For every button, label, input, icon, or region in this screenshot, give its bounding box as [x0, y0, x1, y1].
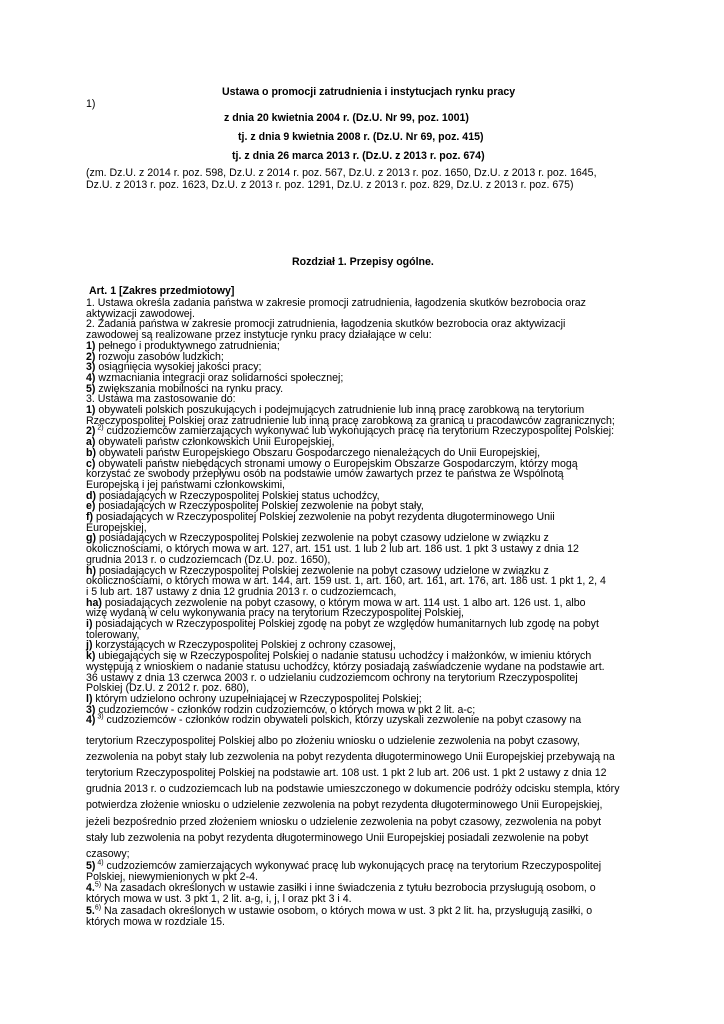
line-text: jeżeli bezpośrednio przed złożeniem wniosku o udzielenie zezwolenia na pobyt czasowy, zezwolenia na pobyt — [86, 815, 602, 828]
line-text: posiadających w Rzeczypospolitej Polskiej zezwolenie na pobyt czasowy udzielone w związku z — [96, 532, 549, 545]
item-number: f) — [86, 511, 94, 523]
item-number: 3) — [86, 703, 96, 716]
line-text: ubiegających się w Rzeczypospolitej Polskiej o nadanie statusu uchodźcy i małżonków, w imieniu których — [95, 650, 592, 663]
line-text: którym udzielono ochrony uzupełniającej w Rzeczypospolitej Polskiej; — [92, 692, 422, 705]
line-text: i 5 lub art. 187 ustawy z dnia 12 grudnia 2013 r. o cudzoziemcach, — [86, 585, 397, 598]
line-text: Europejskiej, — [86, 521, 147, 534]
item-number: 1) — [86, 404, 96, 416]
line-text: cudzoziemców - członków rodzin cudzoziemców, o których mowa w pkt 2 lit. a-c; — [95, 703, 476, 716]
item-number: h) — [86, 564, 96, 577]
item-number: l) — [86, 692, 93, 705]
chapter-title: Rozdział 1. Przepisy ogólne. — [292, 256, 434, 268]
item-number: e) — [86, 500, 96, 513]
line-text: posiadających zezwolenie na pobyt czasowy, o którym mowa w art. 114 ust. 1 albo art. 126 ust. 1, albo — [101, 596, 586, 609]
body-tail-line-4 — [86, 905, 592, 917]
line-text: okolicznościami, o których mowa w art. 144, art. 159 ust. 1, art. 160, art. 161, art. 176, art. 186 ust. 1 pkt 1, 2, 4 — [86, 575, 606, 588]
line-text: grudnia 2013 r. o cudzoziemcach (Dz.U. poz. 1650), — [86, 553, 331, 566]
item-number: 2) — [86, 350, 96, 363]
footnote-ref: 5) — [94, 881, 102, 889]
line-text: okolicznościami, o których mowa w art. 127, art. 151 ust. 1 lub 2 lub art. 186 ust. 1 pkt 3 ustawy z dnia 12 — [86, 543, 579, 556]
line-text: których mowa w rozdziale 15. — [86, 915, 225, 928]
line-text: Na zasadach określonych w ustawie zasiłki i inne świadczenia z tytułu bezrobocia przysługują osobom, o — [101, 882, 596, 895]
item-number: 3) — [86, 361, 96, 374]
body-spaced-line-5 — [86, 816, 601, 828]
line-text: obywateli państw członkowskich Unii Europejskiej, — [95, 436, 335, 449]
body-spaced-line-4 — [86, 799, 602, 811]
line-text: Europejską i jej państwami członkowskimi, — [86, 478, 286, 491]
item-number: b) — [86, 446, 96, 459]
line-text: stały lub zezwolenia na pobyt rezydenta długoterminowego Unii Europejskiej posiadali zezwolenie na pobyt — [86, 831, 589, 844]
line-text: osiągnięcia wysokiej jakości pracy; — [95, 361, 262, 374]
line-text: 1. Ustawa określa zadania państwa w zakresie promocji zatrudnienia, łagodzenia skutków bezrobocia oraz — [86, 297, 586, 309]
item-number: g) — [86, 532, 96, 545]
line-text: 2. Zadania państwa w zakresie promocji zatrudnienia, łagodzenia skutków bezrobocia oraz aktywizacji — [86, 318, 566, 331]
body-spaced-line-6 — [86, 832, 588, 844]
body-line-20 — [86, 511, 555, 523]
line-text: obywateli państw Europejskiego Obszaru Gospodarczego nienależących do Unii Europejskiej, — [96, 446, 541, 459]
amendments-line-1: (zm. Dz.U. z 2014 r. poz. 598, Dz.U. z 2014 r. poz. 567, Dz.U. z 2013 r. poz. 1650, Dz.U. z 2013 r. poz. 1645, — [86, 167, 597, 179]
item-number: 4) — [86, 714, 96, 727]
line-text: terytorium Rzeczypospolitej Polskiej albo po złożeniu wniosku o udzielenie zezwolenia na pobyt czasowy, — [86, 735, 580, 747]
item-number: i) — [86, 618, 93, 630]
line-text: posiadających w Rzeczypospolitej Polskiej zezwolenie na pobyt czasowy udzielone w związku z — [96, 564, 549, 577]
item-number: k) — [86, 650, 96, 663]
item-number: 2) — [86, 425, 96, 438]
line-text: Polskiej, niewymienionych w pkt 2-4. — [86, 871, 258, 883]
line-text: czasowy; — [86, 847, 130, 860]
item-number: 4. — [86, 882, 95, 895]
body-line-39 — [86, 714, 581, 726]
line-text: potwierdza złożenie wniosku o udzielenie zezwolenia na pobyt rezydenta długoterminowego Unii Europejskiej, — [86, 799, 603, 812]
item-number: ha) — [86, 596, 102, 609]
body-tail-line-0 — [86, 860, 601, 872]
item-number: 4) — [86, 371, 96, 384]
body-tail-line-3 — [86, 893, 352, 905]
line-text: korzystających w Rzeczypospolitej Polskiej z ochrony czasowej, — [92, 639, 396, 652]
line-text: Rzeczypospolitej Polskiej oraz zatrudnienie lub inną pracę zarobkową za granicą u pracodawców zagranicznych; — [86, 414, 615, 427]
item-number: j) — [86, 639, 93, 652]
line-text: zawodowej są realizowane przez instytucje rynku pracy działające w celu: — [86, 329, 432, 342]
line-text: posiadających w Rzeczypospolitej Polskiej zezwolenie na pobyt stały, — [95, 500, 424, 513]
item-number: c) — [86, 457, 96, 470]
line-text: aktywizacji zawodowej. — [86, 307, 195, 320]
line-text: obywateli państw niebędących stronami umowy o Europejskim Obszarze Gospodarczym, którzy mogą — [95, 457, 578, 470]
line-text: Polskiej (Dz.U. z 2012 r. poz. 680), — [86, 682, 250, 695]
footnote-ref: 2) — [95, 424, 104, 432]
body-spaced-line-1 — [86, 751, 615, 763]
item-number: 5) — [86, 382, 96, 395]
line-text: obywateli polskich poszukujących i podejmujących zatrudnienie lub inną pracę zarobkową na terytorium — [95, 404, 585, 416]
item-number: d) — [86, 489, 96, 502]
body-spaced-line-3 — [86, 783, 620, 795]
line-text: pełnego i produktywnego zatrudnienia; — [95, 339, 280, 352]
article-title: Art. 1 [Zakres przedmiotowy] — [89, 285, 235, 297]
body-tail-line-2 — [86, 882, 596, 894]
body-spaced-line-0 — [86, 735, 580, 747]
amendments-line-2: Dz.U. z 2013 r. poz. 1623, Dz.U. z 2013 r. poz. 1291, Dz.U. z 2013 r. poz. 829, Dz.U. z 2013 r. poz. 675) — [86, 179, 574, 191]
document-title: Ustawa o promocji zatrudnienia i instytucjach rynku pracy — [222, 86, 516, 98]
line-text: cudzoziemców - członków rodzin obywateli polskich, którzy uzyskali zezwolenie na pobyt czasowy na — [103, 714, 582, 727]
body-tail-line-5 — [86, 916, 225, 928]
line-text: posiadających w Rzeczypospolitej Polskiej status uchodźcy, — [96, 489, 380, 502]
item-number: 1) — [86, 339, 96, 352]
line-text: Na zasadach określonych w ustawie osobom, o których mowa w ust. 3 pkt 2 lit. ha, przysługują zasiłki, o — [101, 904, 593, 917]
line-text: 3. Ustawa ma zastosowanie do: — [86, 393, 236, 406]
line-text: grudnia 2013 r. o cudzoziemcach lub na podstawie umieszczonego w dokumencie podróży odcisku stempla, który — [86, 783, 620, 796]
line-text: terytorium Rzeczypospolitej Polskiej na podstawie art. 108 ust. 1 pkt 2 lub art. 206 ust. 1 pkt 2 ustawy z dnia 12 — [86, 767, 607, 780]
line-text: występują z wnioskiem o nadanie statusu uchodźcy, którzy posiadają zaświadczenie wydane na podstawie art. — [86, 660, 605, 673]
item-number: 5) — [86, 859, 96, 872]
line-text: wizę wydaną w celu wykonywania pracy na terytorium Rzeczypospolitej Polskiej, — [86, 607, 465, 620]
footnote-ref: 4) — [95, 859, 104, 867]
line-text: zwiększania mobilności na rynku pracy. — [95, 382, 284, 395]
body-spaced-line-2 — [86, 767, 607, 779]
line-text: wzmacniania integracji oraz solidarności społecznej; — [95, 371, 344, 384]
version-line-3: tj. z dnia 26 marca 2013 r. (Dz.U. z 2013 r. poz. 674) — [232, 150, 485, 162]
item-number: 5. — [86, 904, 95, 917]
line-text: korzystać ze swobody przepływu osób na podstawie umów zawartych przez te państwa ze Wspólnotą — [86, 468, 564, 481]
line-text: cudzoziemców zamierzających wykonywać lub wykonujących pracę na terytorium Rzeczypospolitej Polskiej: — [103, 425, 615, 438]
footnote-marker: 1) — [86, 98, 96, 110]
line-text: posiadających w Rzeczypospolitej Polskiej zezwolenie na pobyt rezydenta długoterminowego Unii — [93, 511, 555, 523]
line-text: zezwolenia na pobyt stały lub zezwolenia na pobyt rezydenta długoterminowego Unii Europejskiej przebywają na — [86, 751, 615, 764]
body-line-30 — [86, 618, 599, 630]
line-text: 36 ustawy z dnia 13 czerwca 2003 r. o udzielaniu cudzoziemcom ochrony na terytorium Rzeczypospolitej — [86, 671, 578, 684]
item-number: a) — [86, 436, 96, 449]
version-line-1: z dnia 20 kwietnia 2004 r. (Dz.U. Nr 99, poz. 1001) — [224, 112, 469, 124]
footnote-ref: 3) — [95, 713, 104, 721]
body-spaced-line-7 — [86, 848, 130, 860]
line-text: rozwoju zasobów ludzkich; — [95, 350, 224, 363]
footnote-ref: 6) — [94, 904, 102, 912]
version-line-2: tj. z dnia 9 kwietnia 2008 r. (Dz.U. Nr 69, poz. 415) — [238, 131, 484, 143]
line-text: których mowa w ust. 3 pkt 1, 2 lit. a-g, i, j, l oraz pkt 3 i 4. — [86, 893, 352, 906]
line-text: tolerowany, — [86, 628, 140, 641]
line-text: posiadających w Rzeczypospolitej Polskiej zgodę na pobyt ze względów humanitarnych lub zgodę na pobyt — [92, 618, 599, 630]
line-text: cudzoziemców zamierzających wykonywać pracę lub wykonujących pracę na terytorium Rzeczypospolitej — [103, 859, 602, 872]
